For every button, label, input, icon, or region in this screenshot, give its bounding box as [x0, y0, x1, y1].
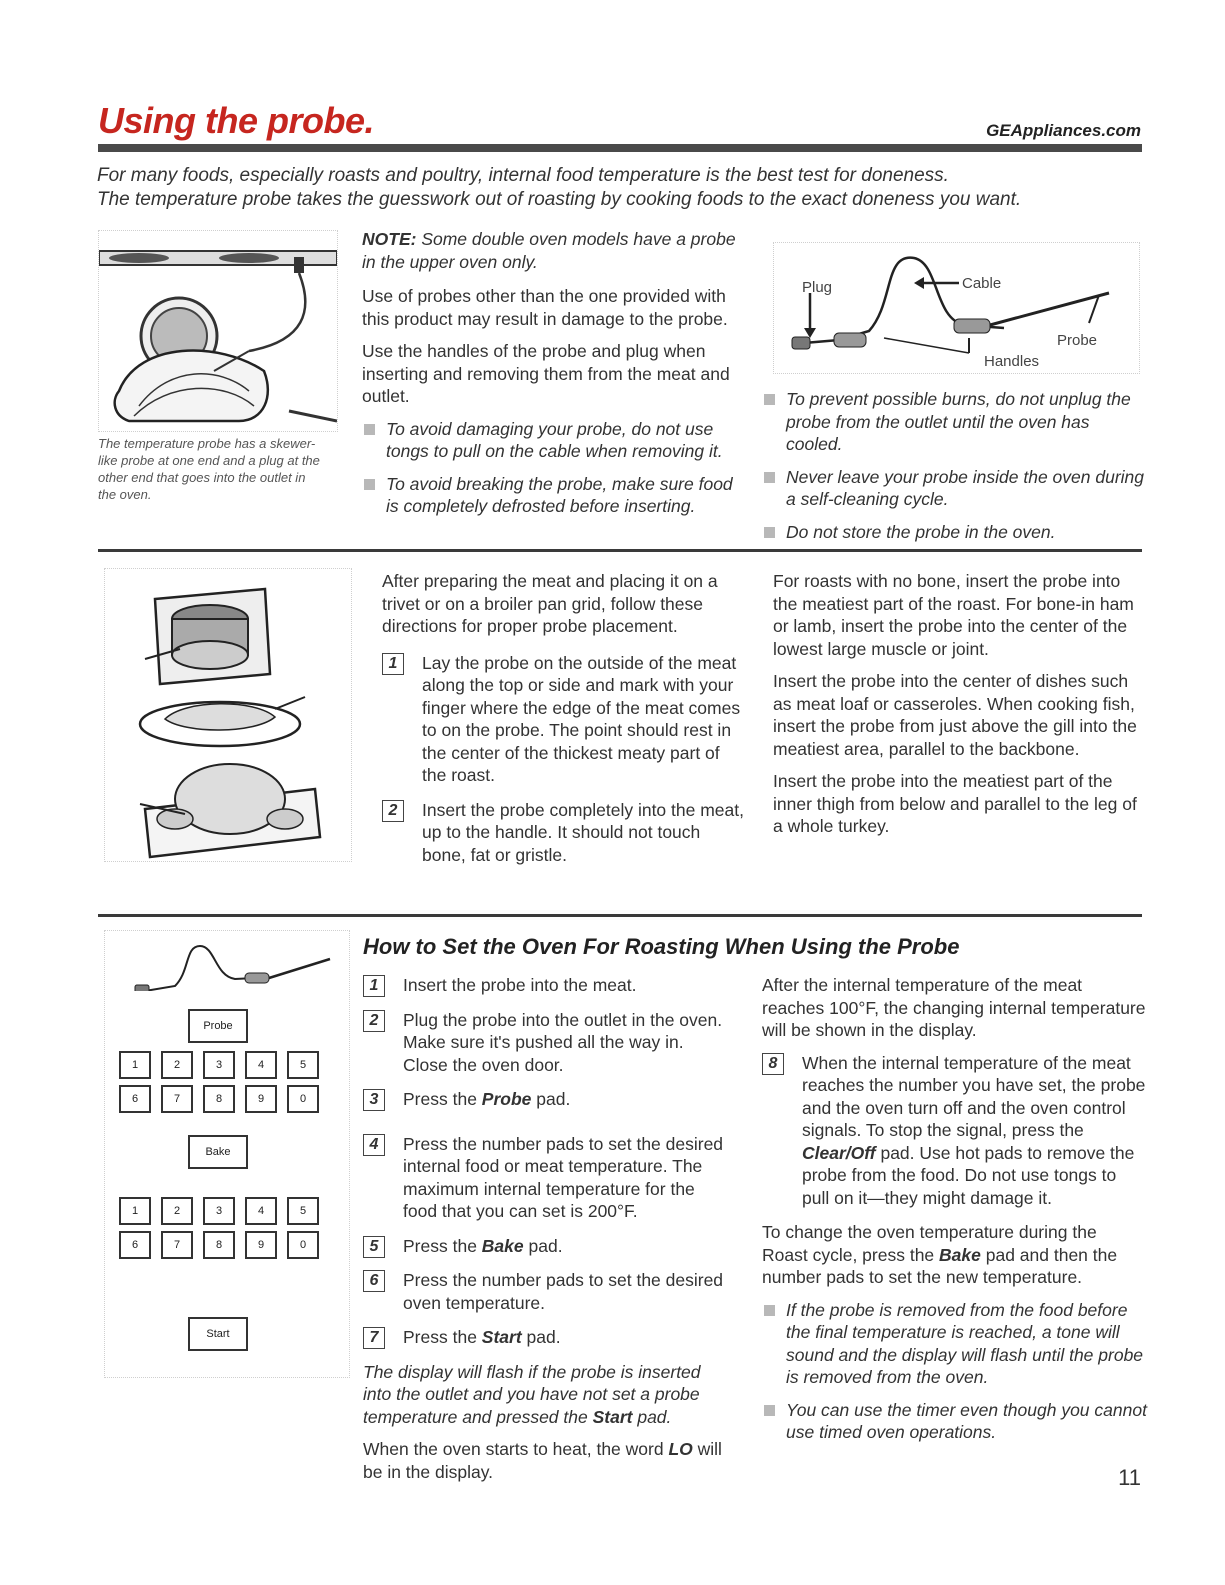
intro: [97, 164, 1147, 212]
number-pad-1[interactable]: [119, 1197, 151, 1225]
lo-note: [363, 1438, 733, 1483]
number-pad-2[interactable]: [161, 1051, 193, 1079]
roast-step-1: [363, 974, 733, 997]
section2-right-column: [773, 570, 1143, 848]
placement-intro: After preparing the meat and placing it on a trivet or on a broiler pan grid, follow these directions for proper probe placement.: [382, 571, 718, 636]
number-pad-0[interactable]: [287, 1231, 319, 1259]
number-pad-1[interactable]: [119, 1051, 151, 1079]
roast-step-3: [363, 1088, 733, 1111]
number-pad-label: 7: [173, 1239, 181, 1251]
number-pad-9[interactable]: [245, 1231, 277, 1259]
section2-middle-column: [382, 570, 747, 878]
step-number: 6: [363, 1270, 385, 1292]
step-number: 2: [382, 800, 404, 822]
step-text: Insert the probe into the meat.: [403, 975, 637, 995]
bullet-self-clean: Never leave your probe inside the oven during a self-cleaning cycle.: [762, 466, 1147, 511]
flash-note-bold: Start: [592, 1406, 633, 1427]
probe-placement-illustration: [104, 568, 352, 862]
flash-note: [363, 1361, 733, 1429]
step-number: 1: [363, 975, 385, 997]
placement-step-1: [382, 652, 747, 787]
flash-note-text: The display will flash if the probe is inserted into the outlet and you have not set a probe temperature and pressed the: [363, 1361, 701, 1427]
number-pad-label: 2: [173, 1205, 181, 1217]
step-text-end: pad. Use hot pads to remove the probe from the food. Do not use tongs to pull on it—they might damage it.: [802, 1142, 1135, 1208]
number-pad-4[interactable]: [245, 1051, 277, 1079]
number-pad-label: 5: [299, 1059, 307, 1071]
control-panel-illustration: [104, 930, 350, 1378]
section3-right-column: [762, 974, 1147, 1454]
intro-line-2: The temperature probe takes the guesswork out of roasting by cooking foods to the exact doneness you want.: [97, 189, 1022, 210]
number-pad-8[interactable]: [203, 1231, 235, 1259]
roast-step-8: [762, 1052, 1147, 1210]
lo-note-bold: LO: [668, 1439, 693, 1459]
step-number: 7: [363, 1327, 385, 1349]
bullet-burns: To prevent possible burns, do not unplug the probe from the outlet until the oven has cooled.: [762, 388, 1147, 456]
step-text: Press the number pads to set the desired internal food or meat temperature. The maximum internal temperature for the food that you can set is 200°F.: [403, 1133, 724, 1221]
number-pad-8[interactable]: [203, 1085, 235, 1113]
roast-step-2: [363, 1009, 733, 1077]
number-pad-label: 8: [215, 1239, 223, 1251]
bullet-defrost: To avoid breaking the probe, make sure food is completely defrosted before inserting.: [362, 473, 747, 518]
probe-pad-ref: Probe: [481, 1089, 532, 1109]
number-pad-9[interactable]: [245, 1085, 277, 1113]
step-text: Press the: [403, 1327, 482, 1347]
note: [362, 228, 747, 273]
para-other-probes: Use of probes other than the one provided with this product may result in damage to the probe.: [362, 286, 728, 329]
change-temp-text: To change the oven temperature during the Roast cycle, press the: [762, 1222, 1097, 1265]
label-plug: Plug: [802, 279, 833, 296]
note-label: NOTE:: [362, 229, 417, 249]
number-pad-label: 1: [131, 1205, 139, 1217]
note-text: Some double oven models have a probe in the upper oven only.: [362, 229, 736, 272]
probe-pad-label: Probe: [203, 1020, 233, 1032]
number-pad-label: 9: [257, 1239, 265, 1251]
bake-pad-ref: Bake: [939, 1244, 981, 1265]
step-text: Plug the probe into the outlet in the oven. Make sure it's pushed all the way in. Close the oven door.: [403, 1009, 723, 1075]
step-number: 2: [363, 1010, 385, 1032]
number-pad-label: 3: [215, 1059, 223, 1071]
number-pad-0[interactable]: [287, 1085, 319, 1113]
number-pad-label: 5: [299, 1205, 307, 1217]
number-pad-label: 6: [131, 1239, 139, 1251]
number-pad-label: 3: [215, 1205, 223, 1217]
start-pad-ref: Start: [481, 1327, 522, 1347]
number-pad-label: 2: [173, 1059, 181, 1071]
step-text: Press the: [403, 1235, 482, 1256]
label-handles: Handles: [984, 353, 1040, 370]
section-divider-1: [98, 549, 1142, 552]
change-temp-para: [762, 1221, 1147, 1289]
placement-step-2: [382, 799, 747, 867]
roast-step-4: [363, 1133, 733, 1223]
roast-step-7: [363, 1326, 733, 1349]
number-pad-label: 6: [131, 1093, 139, 1105]
label-cable: Cable: [962, 275, 1002, 292]
bullet-probe-removed: If the probe is removed from the food before the final temperature is reached, a tone will sound and the display will flash until the probe is removed from the oven.: [762, 1299, 1147, 1389]
bake-pad[interactable]: [188, 1135, 248, 1169]
bullet-timer: You can use the timer even though you cannot use timed oven operations.: [762, 1399, 1147, 1444]
number-pad-5[interactable]: [287, 1051, 319, 1079]
display-temp-para: After the internal temperature of the meat reaches 100°F, the changing internal temperature will be shown in the display.: [762, 975, 1146, 1040]
number-pad-6[interactable]: [119, 1085, 151, 1113]
probe-in-meat-illustration: [98, 230, 338, 432]
number-pad-3[interactable]: [203, 1051, 235, 1079]
number-pad-label: 4: [257, 1205, 265, 1217]
step-text: Lay the probe on the outside of the meat along the top or side and mark with your finger where the edge of the meat comes to on the probe. The point should rest in the center of the thickest meaty part of the roast.: [422, 652, 741, 785]
step-text: Press the: [403, 1089, 482, 1109]
number-pad-2[interactable]: [161, 1197, 193, 1225]
start-pad-label: Start: [206, 1328, 230, 1340]
number-pad-label: 1: [131, 1059, 139, 1071]
bake-pad-label: Bake: [205, 1146, 231, 1158]
para-roasts: For roasts with no bone, insert the probe into the meatiest part of the roast. For bone-in ham or lamb, insert the probe into the center of the lowest large muscle or joint.: [773, 571, 1134, 659]
number-pad-label: 0: [299, 1239, 307, 1251]
probe-pad[interactable]: [188, 1009, 248, 1043]
website-link: GEAppliances.com: [986, 121, 1141, 140]
step-text: Insert the probe completely into the meat, up to the handle. It should not touch bone, fat or gristle.: [422, 799, 744, 865]
bullet-tongs: To avoid damaging your probe, do not use tongs to pull on the cable when removing it.: [362, 418, 747, 463]
section1-middle-column: [362, 228, 747, 528]
step-text-end: pad.: [521, 1327, 561, 1347]
step-number: 5: [363, 1236, 385, 1258]
step-text-end: pad.: [523, 1235, 563, 1256]
flash-note-end: pad.: [632, 1406, 672, 1427]
number-pad-6[interactable]: [119, 1231, 151, 1259]
change-temp-end: pad and then the number pads to set the new temperature.: [762, 1244, 1118, 1287]
number-pad-3[interactable]: [203, 1197, 235, 1225]
probe-diagram: [773, 242, 1140, 374]
number-pad-7[interactable]: [161, 1085, 193, 1113]
bake-pad-ref: Bake: [481, 1235, 524, 1256]
number-pad-5[interactable]: [287, 1197, 319, 1225]
lo-note-end: will be in the display.: [363, 1439, 722, 1482]
clear-off-pad-ref: Clear/Off: [802, 1142, 876, 1163]
para-handles: Use the handles of the probe and plug when inserting and removing them from the meat and outlet.: [362, 341, 730, 406]
label-probe: Probe: [1057, 332, 1098, 349]
number-pad-7[interactable]: [161, 1231, 193, 1259]
start-pad[interactable]: [188, 1317, 248, 1351]
roast-step-5: [363, 1235, 733, 1258]
step-number: 8: [762, 1053, 784, 1075]
step-text-end: pad.: [531, 1089, 571, 1109]
roast-step-6: [363, 1269, 733, 1314]
probe-caption: The temperature probe has a skewer-like probe at one end and a plug at the other end that goes into the outlet in the oven.: [98, 436, 320, 502]
lo-note-text: When the oven starts to heat, the word: [363, 1439, 669, 1459]
section3-middle-column: [363, 974, 733, 1493]
intro-line-1: For many foods, especially roasts and poultry, internal food temperature is the best test for doneness.: [97, 165, 949, 186]
section-divider-2: [98, 914, 1142, 917]
bullet-storage: Do not store the probe in the oven.: [762, 521, 1147, 544]
number-pad-label: 9: [257, 1093, 265, 1105]
para-turkey: Insert the probe into the meatiest part of the inner thigh from below and parallel to the leg of a whole turkey.: [773, 771, 1137, 836]
page-number: 11: [1118, 1465, 1141, 1490]
step-text: Press the number pads to set the desired oven temperature.: [403, 1270, 724, 1313]
number-pad-4[interactable]: [245, 1197, 277, 1225]
section1-right-column: [762, 388, 1147, 553]
number-pad-label: 7: [173, 1093, 181, 1105]
number-pad-label: 0: [299, 1093, 307, 1105]
number-pad-label: 8: [215, 1093, 223, 1105]
number-pad-label: 4: [257, 1059, 265, 1071]
para-dishes: Insert the probe into the center of dishes such as meat loaf or casseroles. When cooking fish, insert the probe from just above the gill into the meatiest area, parallel to the backbone.: [773, 671, 1137, 759]
roasting-heading: How to Set the Oven For Roasting When Using the Probe: [363, 934, 960, 959]
step-number: 3: [363, 1089, 385, 1111]
title-rule: [98, 144, 1142, 152]
step-number: 1: [382, 653, 404, 675]
step-text: When the internal temperature of the meat reaches the number you have set, the probe and the oven turn off and the oven control signals. To stop the signal, press the: [802, 1052, 1146, 1140]
step-number: 4: [363, 1134, 385, 1156]
page-title: Using the probe.: [98, 100, 375, 141]
